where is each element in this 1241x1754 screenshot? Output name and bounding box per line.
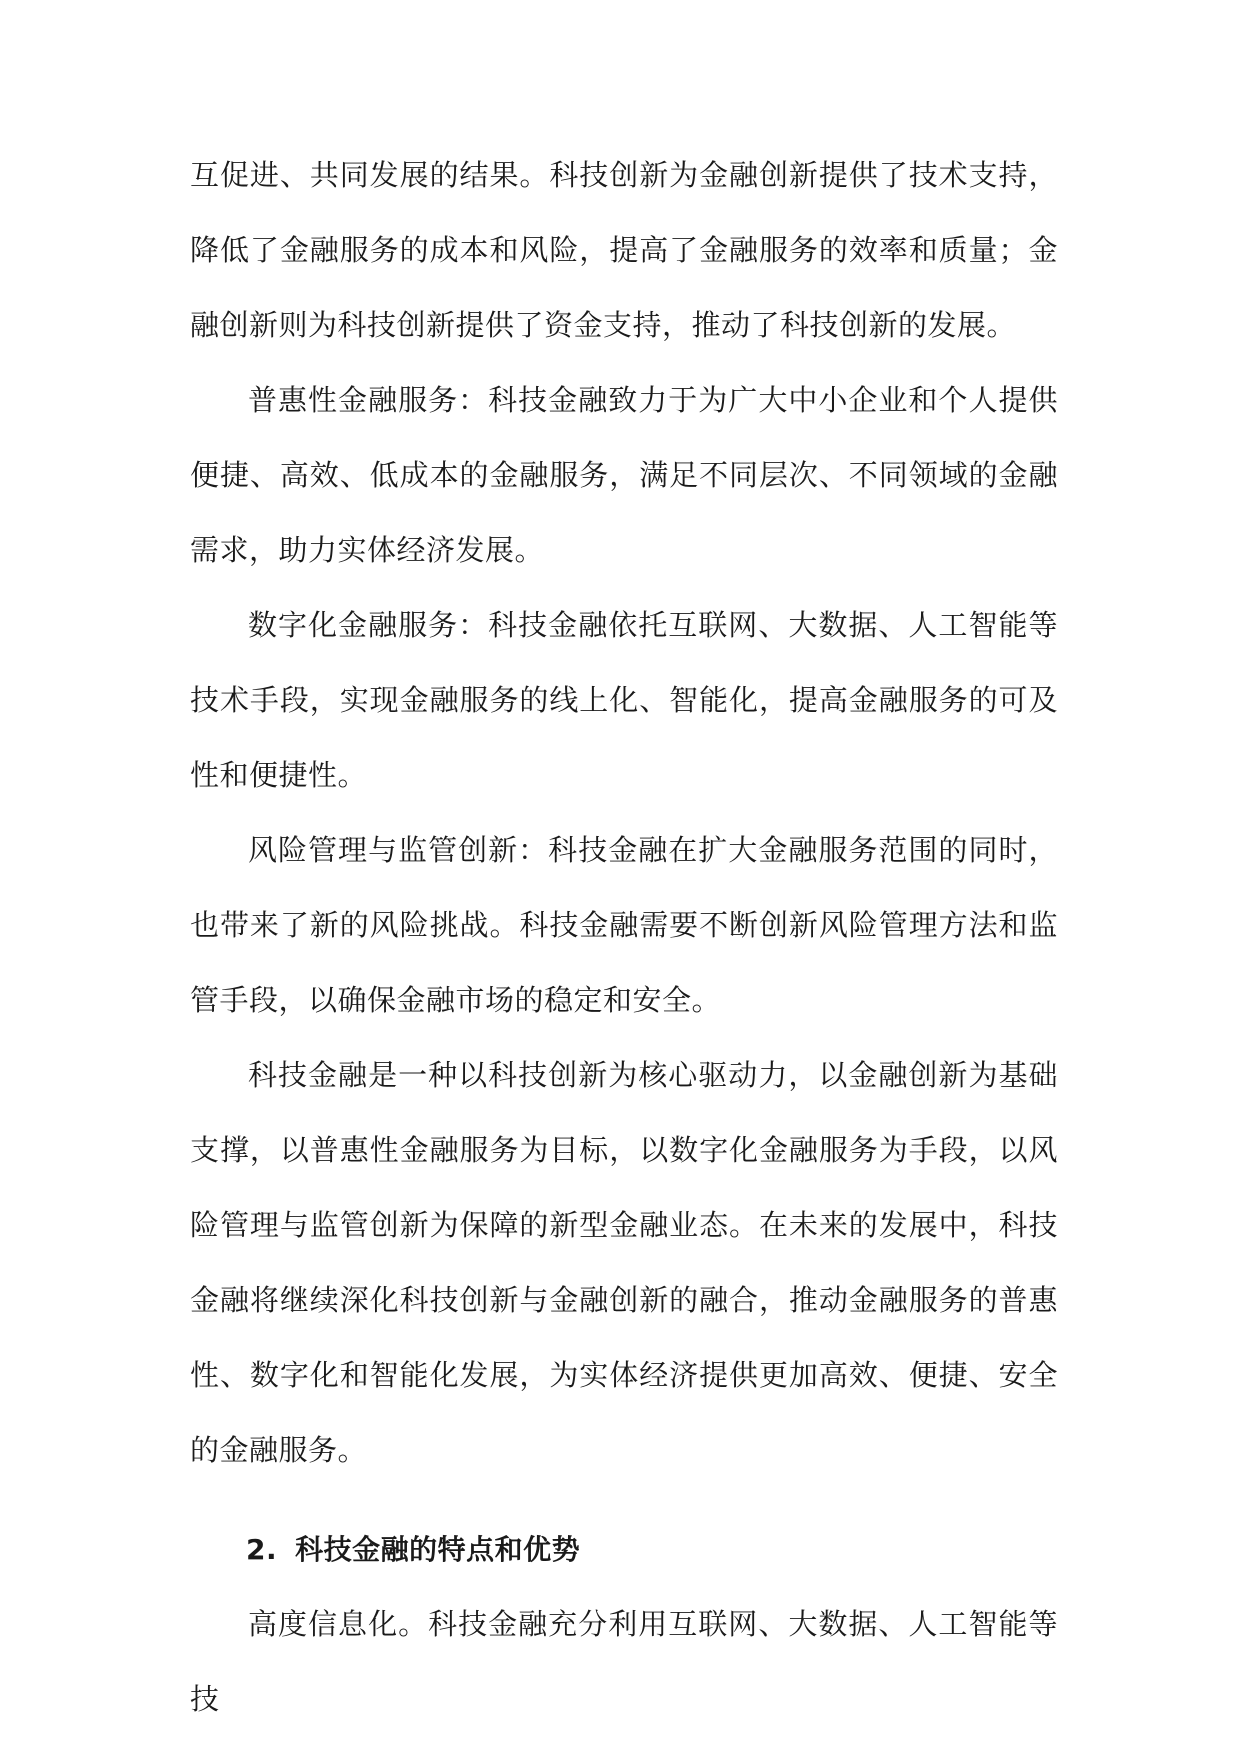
section-heading <box>190 1512 1058 1587</box>
paragraph-summary: 科技金融是一种以科技创新为核心驱动力，以金融创新为基础支撑，以普惠性金融服务为目标，以数字化金融服务为手段，以风险管理与监管创新为保障的新型金融业态。在未来的发展中，科技金融将继续深化科技创新与金融创新的融合，推动金融服务的普惠性、数字化和智能化发展，为实体经济提供更加高效、便捷、安全的金融服务。 <box>190 1058 1058 1467</box>
section-title: 科技金融的特点和优势 <box>295 1533 581 1566</box>
paragraph-inclusive-finance: 普惠性金融服务：科技金融致力于为广大中小企业和个人提供便捷、高效、低成本的金融服务，满足不同层次、不同领域的金融需求，助力实体经济发展。 <box>190 383 1058 567</box>
paragraph-continuation: 互促进、共同发展的结果。科技创新为金融创新提供了技术支持，降低了金融服务的成本和风险，提高了金融服务的效率和质量；金融创新则为科技创新提供了资金支持，推动了科技创新的发展。 <box>190 158 1058 342</box>
paragraph-risk-management: 风险管理与监管创新：科技金融在扩大金融服务范围的同时，也带来了新的风险挑战。科技金融需要不断创新风险管理方法和监管手段，以确保金融市场的稳定和安全。 <box>190 833 1058 1017</box>
paragraph-informatization: 高度信息化。科技金融充分利用互联网、大数据、人工智能等技 <box>190 1607 1058 1716</box>
paragraph-digital-finance: 数字化金融服务：科技金融依托互联网、大数据、人工智能等技术手段，实现金融服务的线上化、智能化，提高金融服务的可及性和便捷性。 <box>190 608 1058 792</box>
document-page <box>190 138 1058 1737</box>
section-number: 2. <box>246 1533 278 1566</box>
